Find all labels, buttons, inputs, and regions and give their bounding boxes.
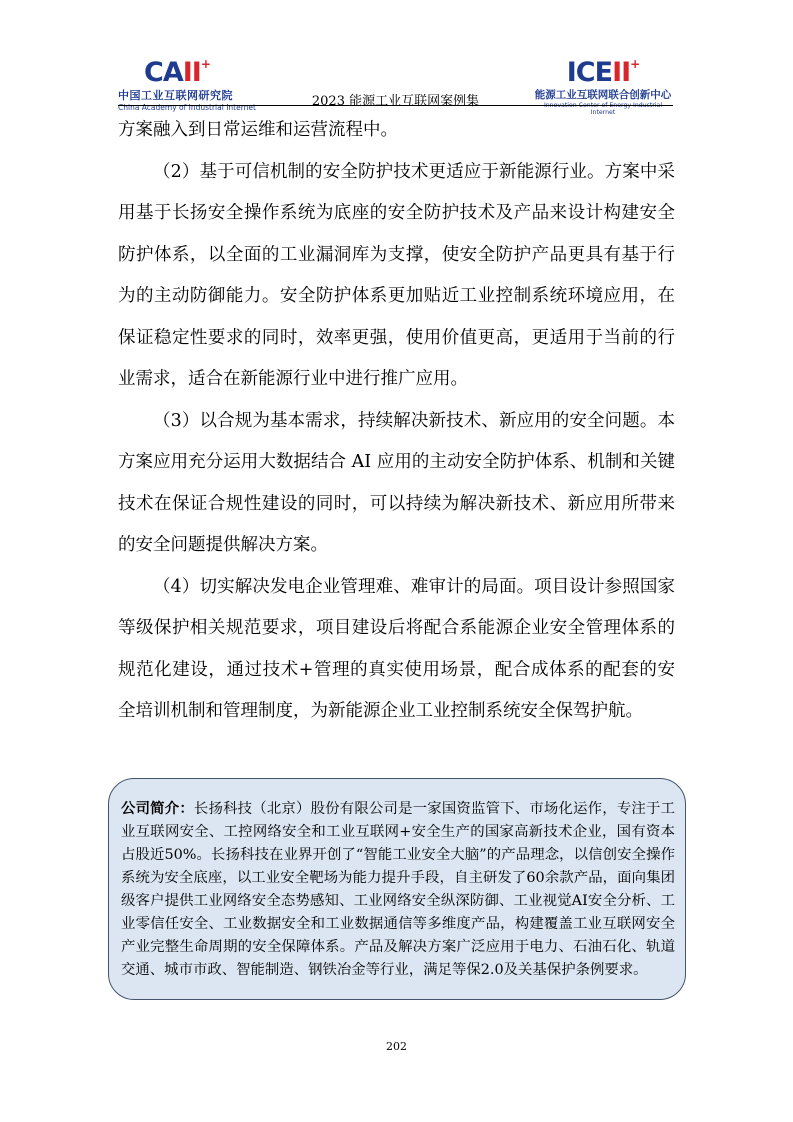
company-intro-text <box>121 797 675 982</box>
body-content <box>118 110 675 733</box>
page-header <box>118 54 673 116</box>
paragraph-point-3: （3）以合规为基本需求，持续解决新技术、新应用的安全问题。本方案应用充分运用大数据结合 AI 应用的主动安全防护体系、机制和关键技术在保证合规性建设的同时，可以持续为解决新技术、新应用所带来的安全问题提供解决方案。 <box>118 410 675 555</box>
iceii-name-en: Innovation Center of Energy Industrial Internet <box>543 102 663 116</box>
paragraph-point-2: （2）基于可信机制的安全防护技术更适应于新能源行业。方案中采用基于长扬安全操作系统为底座的安全防护技术及产品来设计构建安全防护体系，以全面的工业漏洞库为支撑，使安全防护产品更具有基于行为的主动防御能力。安全防护体系更加贴近工业控制系统环境应用，在保证稳定性要求的同时，效率更强，使用价值更高，更适用于当前的行业需求，适合在新能源行业中进行推广应用。 <box>118 161 675 389</box>
caii-mark-red: II <box>182 57 201 88</box>
caii-logo-mark <box>118 54 268 86</box>
caii-name-en: China Academy of Industrial Internet <box>118 103 256 112</box>
caii-mark-plus: + <box>200 57 210 71</box>
caii-name-cn: 中国工业互联网研究院 <box>118 89 233 102</box>
paragraph-point-4: （4）切实解决发电企业管理难、难审计的局面。项目设计参照国家等级保护相关规范要求，项目建设后将配合系能源企业安全管理体系的规范化建设，通过技术+管理的真实使用场景，配合成体系的配套的安全培训机制和管理制度，为新能源企业工业控制系统安全保驾护航。 <box>118 576 675 721</box>
iceii-mark-plus: + <box>630 57 640 71</box>
page-number: 202 <box>386 1040 407 1053</box>
iceii-logo <box>533 54 673 116</box>
iceii-mark-blue: ICE <box>566 57 613 88</box>
paragraph-continuation: 方案融入到日常运维和运营流程中。 <box>118 120 398 140</box>
iceii-mark-red: II <box>612 57 631 88</box>
caii-mark-blue: CA <box>144 57 183 88</box>
company-intro-label: 公司简介： <box>121 800 194 817</box>
company-intro-box <box>108 778 686 1000</box>
header-title: 2023 能源工业互联网案例集 <box>311 94 480 109</box>
company-intro-body: 长扬科技（北京）股份有限公司是一家国资监管下、市场化运作，专注于工业互联网安全、工控网络安全和工业互联网+安全生产的国家高新技术企业，国有资本占股近50%。长扬科技在业界开创了“智能工业安全大脑”的产品理念，以信创安全操作系统为安全底座，以工业安全靶场为能力提升手段，自主研发了60余款产品，面向集团级客户提供工业网络安全态势感知、工业网络安全纵深防御、工业视觉AI安全分析、工业零信任安全、工业数据安全和工业数据通信等多维度产品，构建覆盖工业互联网安全产业完整生命周期的安全保障体系。产品及解决方案广泛应用于电力、石油石化、轨道交通、城市市政、智能制造、钢铁冶金等行业，满足等保2.0及关基保护条例要求。 <box>121 801 675 978</box>
iceii-name-cn: 能源工业互联网联合创新中心 <box>534 89 672 101</box>
iceii-logo-mark <box>533 54 673 86</box>
header-divider <box>118 105 673 106</box>
